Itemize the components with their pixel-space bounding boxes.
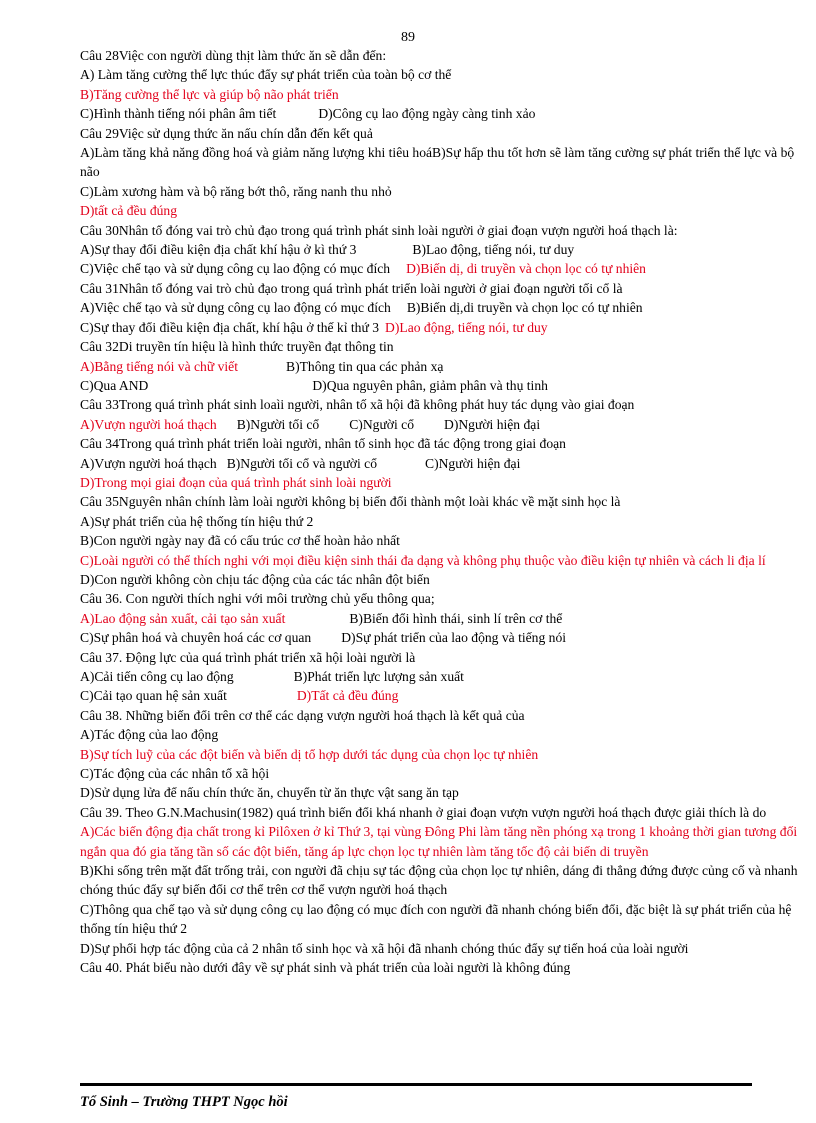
option-b: B)Người tối cổ [236, 416, 320, 432]
question-39: Câu 39. Theo G.N.Machusin(1982) quá trình biến đổi khá nhanh ở giai đoạn vượn vượn người hoá thạch được giải thích là do [80, 804, 767, 820]
option-row [80, 104, 802, 123]
option-a: A)Vượn người hoá thạch [80, 455, 217, 471]
option-c: C)Qua AND [80, 377, 149, 393]
option-d: D)Công cụ lao động ngày càng tinh xảo [318, 106, 536, 122]
question-36: Câu 36. Con người thích nghi với môi trường chủ yếu thông qua; [80, 591, 435, 607]
option-row [80, 318, 802, 337]
correct-answer: B)Tăng cường thể lực và giúp bộ não phát triển [80, 86, 339, 102]
correct-answer: A)Vượn người hoá thạch [80, 416, 217, 432]
question-30: Câu 30Nhân tố đóng vai trò chủ đạo trong quá trình phát sinh loài người ở giai đoạn vượn người hoá thạch là: [80, 222, 678, 238]
option-c: C)Thông qua chế tạo và sử dụng công cụ lao động có mục đích con người đã nhanh chóng biến đổi, đặc biệt là sự phát triển của hệ thống tín hiệu thứ 2 [80, 901, 792, 937]
option-d: D)Sử dụng lửa để nấu chín thức ăn, chuyển từ ăn thực vật sang ăn tạp [80, 785, 459, 801]
option-a: A)Sự thay đổi điều kiện địa chất khí hậu ở kì thứ 3 [80, 242, 357, 258]
option-b: B)Phát triển lực lượng sản xuất [293, 669, 464, 684]
option-c: C)Làm xương hàm và bộ răng bớt thô, răng nanh thu nhỏ [80, 183, 392, 199]
correct-answer: D)Biến dị, di truyền và chọn lọc có tự nhiên [406, 261, 646, 277]
option-row [80, 415, 802, 434]
option-row [80, 259, 802, 278]
option-c: C)Hình thành tiếng nói phân âm tiết [80, 106, 277, 122]
option-row [80, 454, 802, 473]
question-31: Câu 31Nhân tố đóng vai trò chủ đạo trong quá trình phát triển loài người ở giai đoạn người tối cổ là [80, 280, 623, 296]
correct-answer: A)Lao động sản xuất, cải tạo sản xuất [80, 610, 286, 626]
option-row [80, 240, 802, 259]
option-row [80, 357, 802, 376]
option-d: D)Qua nguyên phân, giảm phân và thụ tinh [312, 377, 548, 393]
correct-answer: D)tất cả đều đúng [80, 203, 178, 219]
question-35: Câu 35Nguyên nhân chính làm loài người không bị biến đổi thành một loài khác về mặt sinh học là [80, 494, 621, 510]
document-body [80, 46, 802, 978]
option-a: A)Cải tiến công cụ lao động [80, 669, 234, 684]
correct-answer: A)Bằng tiếng nói và chữ viết [80, 358, 238, 374]
question-40: Câu 40. Phát biểu nào dưới đây về sự phát sinh và phát triển của loài người là không đúng [80, 960, 571, 976]
option-row [80, 376, 802, 395]
option-a: A)Việc chế tạo và sử dụng công cụ lao động có mục đích [80, 300, 391, 316]
correct-answer: D)Lao động, tiếng nói, tư duy [385, 319, 548, 335]
option-b: B)Thông tin qua các phản xạ [286, 358, 444, 374]
option-b: B)Con người ngày nay đã có cấu trúc cơ thể hoàn hảo nhất [80, 533, 400, 549]
question-38: Câu 38. Những biến đổi trên cơ thể các dạng vượn người hoá thạch là kết quả của [80, 707, 525, 723]
option-a: A)Tác động của lao động [80, 727, 219, 743]
option-c: C)Tác động của các nhân tố xã hội [80, 766, 270, 782]
option-c: C)Người cổ [349, 416, 415, 432]
option-b: B)Khi sống trên mặt đất trống trải, con người đã chịu sự tác động của chọn lọc tự nhiên, dáng đi thẳng đứng được củng cố và nhanh chóng thúc đẩy sự biến đổi cơ thể trên cơ thể vượn người hoá thạch [80, 863, 798, 898]
option-c: C)Việc chế tạo và sử dụng công cụ lao động có mục đích [80, 261, 391, 277]
option-c: C)Sự thay đổi điều kiện địa chất, khí hậu ở thế kỉ thứ 3 [80, 319, 380, 335]
correct-answer: C)Loài người có thể thích nghi với mọi điều kiện sinh thái đa dạng và không phụ thuộc vào điều kiện tự nhiên và cách li địa lí [80, 552, 766, 568]
option-d: D)Con người không còn chịu tác động của các tác nhân đột biến [80, 571, 430, 587]
option-c: C)Người hiện đại [425, 455, 521, 471]
option-b: B)Người tối cổ và người cổ [226, 455, 378, 471]
option-a: A) Làm tăng cường thể lực thúc đẩy sự phát triển của toàn bộ cơ thể [80, 67, 452, 83]
option-d: D)Sự phối hợp tác động của cả 2 nhân tố sinh học và xã hội đã nhanh chóng thúc đẩy sự tiến hoá của loài người [80, 940, 689, 956]
option-a-b: A)Làm tăng khả năng đồng hoá và giảm năng lượng khi tiêu hoáB)Sự hấp thu tốt hơn sẽ làm tăng cường sự phát triển thể lực và bộ não [80, 145, 795, 180]
question-37: Câu 37. Động lực của quá trình phát triển xã hội loài người là [80, 649, 416, 665]
option-row [80, 298, 802, 317]
footer-divider [80, 1083, 752, 1086]
option-row [80, 628, 802, 647]
correct-answer: D)Trong mọi giai đoạn của quá trình phát sinh loài người [80, 474, 392, 490]
question-34: Câu 34Trong quá trình phát triển loài người, nhân tố sinh học đã tác động trong giai đoạn [80, 436, 566, 452]
option-row [80, 667, 802, 686]
page-number: 89 [401, 30, 415, 45]
correct-answer: A)Các biến động địa chất trong kỉ Pilôxen ở kỉ Thứ 3, tại vùng Đông Phi làm tăng nền phóng xạ trong 1 khoảng thời gian tương đối ngắn qua đó gia tăng tần số các đột biến, tăng áp lực chọn lọc tự nhiên làm tăng tốc độ cải biến di truyền [80, 824, 798, 859]
option-c: C)Sự phân hoá và chuyên hoá các cơ quan [80, 630, 312, 646]
option-b: B)Lao động, tiếng nói, tư duy [412, 242, 575, 258]
option-row [80, 609, 802, 628]
option-b: B)Biến đổi hình thái, sinh lí trên cơ thể [349, 610, 563, 626]
question-33: Câu 33Trong quá trình phát sinh loaìi người, nhân tố xã hội đã không phát huy tác dụng vào giai đoạn [80, 397, 635, 413]
option-row [80, 686, 802, 705]
option-b: B)Biến dị,di truyền và chọn lọc có tự nhiên [406, 300, 643, 316]
question-29: Câu 29Việc sử dụng thức ăn nấu chín dẫn đến kết quả [80, 125, 373, 141]
question-28: Câu 28Việc con người dùng thịt làm thức ăn sẽ dẫn đến: [80, 48, 387, 63]
correct-answer: B)Sự tích luỹ của các đột biến và biến dị tổ hợp dưới tác dụng của chọn lọc tự nhiên [80, 746, 539, 762]
footer-text: Tổ Sinh – Trường THPT Ngọc hồi [80, 1094, 288, 1110]
option-c: C)Cải tạo quan hệ sản xuất [80, 688, 227, 704]
option-d: D)Người hiện đại [444, 416, 541, 432]
option-d: D)Sự phát triển của lao động và tiếng nói [341, 630, 567, 646]
correct-answer: D)Tất cả đều đúng [296, 688, 399, 704]
question-32: Câu 32Di truyền tín hiệu là hình thức truyền đạt thông tin [80, 339, 394, 355]
option-a: A)Sự phát triển của hệ thống tín hiệu thứ 2 [80, 513, 314, 529]
